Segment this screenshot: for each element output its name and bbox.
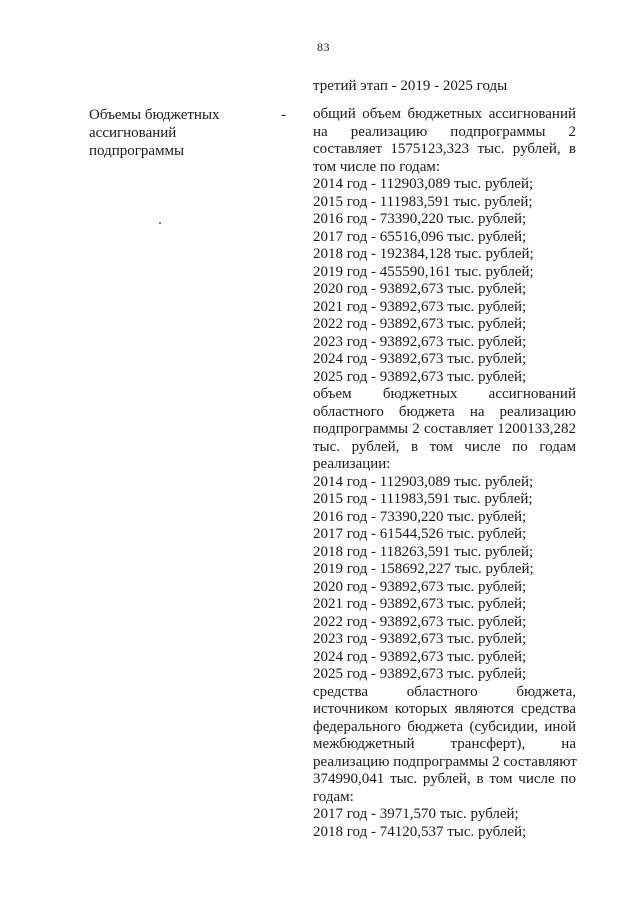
budget-detail-line: областного бюджета на реализацию — [313, 403, 576, 420]
budget-detail-line: на реализацию подпрограммы 2 — [313, 123, 576, 140]
budget-detail-line: 2024 год - 93892,673 тыс. рублей; — [313, 648, 527, 665]
budget-detail-line: 2025 год - 93892,673 тыс. рублей; — [313, 368, 527, 385]
budget-label-line: ассигнований — [89, 125, 177, 141]
budget-details — [313, 106, 576, 841]
budget-detail-line: 2016 год - 73390,220 тыс. рублей; — [313, 211, 527, 227]
budget-detail-line: 2015 год - 111983,591 тыс. рублей; — [313, 193, 533, 210]
label-dash: - — [281, 107, 286, 123]
budget-detail-line: 2014 год - 112903,089 тыс. рублей; — [313, 176, 534, 192]
budget-detail-line: 2017 год - 65516,096 тыс. рублей; — [313, 228, 527, 245]
page-number: 83 — [317, 40, 330, 54]
budget-detail-line: федерального бюджета (субсидии, иной — [313, 718, 576, 735]
budget-detail-line: 2022 год - 93892,673 тыс. рублей; — [313, 613, 527, 630]
scan-speck — [159, 222, 161, 224]
budget-detail-line: 2018 год - 118263,591 тыс. рублей; — [313, 543, 534, 560]
budget-detail-line: реализации: — [313, 456, 391, 472]
budget-label — [89, 106, 239, 160]
budget-detail-line: 2025 год - 93892,673 тыс. рублей; — [313, 666, 527, 682]
budget-detail-line: 2017 год - 61544,526 тыс. рублей; — [313, 526, 527, 542]
budget-detail-line: 2018 год - 74120,537 тыс. рублей; — [313, 823, 527, 840]
budget-detail-line: том числе по годам: — [313, 158, 441, 175]
budget-label-line: подпрограммы — [89, 143, 185, 159]
budget-detail-line: 2020 год - 93892,673 тыс. рублей; — [313, 281, 527, 297]
budget-detail-line: 2019 год - 455590,161 тыс. рублей; — [313, 263, 534, 280]
budget-label-line: Объемы бюджетных — [89, 107, 220, 123]
budget-detail-line: 2024 год - 93892,673 тыс. рублей; — [313, 351, 527, 367]
budget-detail-line: 2021 год - 93892,673 тыс. рублей; — [313, 596, 527, 612]
budget-detail-line: составляет 1575123,323 тыс. рублей, в — [313, 141, 576, 157]
budget-detail-line: 2015 год - 111983,591 тыс. рублей; — [313, 491, 533, 507]
budget-detail-line: источником которых являются средства — [313, 701, 576, 717]
budget-detail-line: 374990,041 тыс. рублей, в том числе по — [313, 771, 576, 787]
budget-detail-line: 2022 год - 93892,673 тыс. рублей; — [313, 316, 527, 332]
budget-detail-line: средства областного бюджета, — [313, 683, 576, 700]
budget-detail-line: подпрограммы 2 составляет 1200133,282 — [313, 421, 576, 437]
stage-heading: третий этап - 2019 - 2025 годы — [313, 78, 508, 94]
budget-detail-line: 2017 год - 3971,570 тыс. рублей; — [313, 806, 519, 822]
budget-detail-line: 2018 год - 192384,128 тыс. рублей; — [313, 246, 534, 262]
budget-detail-line: 2019 год - 158692,227 тыс. рублей; — [313, 561, 534, 577]
budget-detail-line: 2023 год - 93892,673 тыс. рублей; — [313, 333, 527, 350]
budget-detail-line: 2016 год - 73390,220 тыс. рублей; — [313, 508, 527, 525]
budget-detail-line: тыс. рублей, в том числе по годам — [313, 438, 576, 455]
budget-detail-line: 2014 год - 112903,089 тыс. рублей; — [313, 473, 534, 490]
budget-detail-line: 2021 год - 93892,673 тыс. рублей; — [313, 298, 527, 315]
budget-detail-line: 2020 год - 93892,673 тыс. рублей; — [313, 578, 527, 595]
budget-detail-line: общий объем бюджетных ассигнований — [313, 106, 576, 122]
budget-detail-line: 2023 год - 93892,673 тыс. рублей; — [313, 631, 527, 647]
budget-detail-line: годам: — [313, 788, 354, 805]
budget-detail-line: объем бюджетных ассигнований — [313, 386, 576, 402]
budget-detail-line: межбюджетный трансферт), на — [313, 736, 576, 752]
budget-detail-line: реализацию подпрограммы 2 составляют — [313, 753, 577, 770]
